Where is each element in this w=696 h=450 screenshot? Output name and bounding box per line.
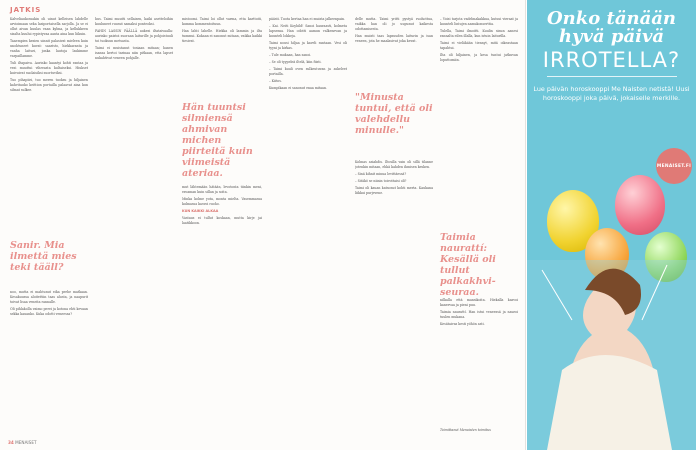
subheading: KUN KAIKKI ALKAA [182, 209, 219, 213]
paragraph: Taimi ei muistanut tosiaan mitaan; hanen isansa kertoi tarinaa niin pitkaan, etta lapset nukahtivat veneen pohjalle. [95, 46, 173, 60]
paragraph: päästi. Tuota kertaa han ei muista jalkeenpain. [269, 17, 346, 21]
woman-photo [527, 260, 696, 450]
text-column-6 [440, 17, 518, 232]
paragraph: – Tule mukaan, han sanoi. [269, 53, 312, 57]
divider [547, 76, 677, 77]
paragraph: noo, mutta ei mahtunut eika perhe matkaan. Kesakuussa aloitettiin taas alusta, ja naapurit toivat lisaa veneita rannalle. [10, 290, 88, 304]
paragraph: PAHIN LASSIN PÄÄLLÄ aukesi iltataivaalla: aurinko paistoi suoraan laiturille ja pohjoistuuli toi tuoksun metsasta. [95, 29, 173, 43]
ad-headline-line2: hyvä päivä [558, 26, 665, 47]
paragraph: Tuli iltapaiva. Aurinko kaantyi kohti rantaa ja vesi muuttui vihreasta kultaiseksi. Hiukset kuivuivat suolaisiksi suortuviksi. [10, 61, 88, 75]
paragraph: Vastaus ei tullut koskaan, mutta kirje jai laatikkoon. [182, 216, 262, 225]
paragraph: Ilta oli hiljainen, ja kesa tuntui jatkuvan loputtomiin. [440, 53, 518, 62]
pull-quote-2: Hän tuuntsi silmiensä ahmivan michen piirteitä kuin viimeistä ateriaa. [182, 102, 253, 179]
text-column-5a [355, 17, 433, 82]
text-column-4 [269, 17, 347, 437]
advertisement[interactable] [527, 0, 696, 450]
ad-headline [527, 10, 696, 46]
paragraph: Taimi nousi hiljaa ja kaveli rantaan. Vesi oli tyyni ja kirkas. [269, 41, 347, 50]
ad-headline-emphasis: IRROTELLA? [542, 48, 681, 72]
paragraph: nilkalla että mansikoita. Hiekalla kasvoi kanervaa ja pieni puu. [440, 298, 518, 307]
text-column-3b [182, 185, 262, 435]
page-footer [8, 440, 37, 445]
text-column-6b [440, 298, 518, 423]
text-column-1 [10, 17, 88, 252]
paragraph: Han lahti lahelle. Hiekka oli lammin ja ilta tummui. Kukaan ei sanonut mitaan, vaikka kaikki tiesivat. [182, 29, 262, 43]
author-credit: Toimittanut Menaisten toimitus [440, 428, 491, 432]
paragraph: mistoomi. Taimi loi ollut varma, etta karttoiti, kumma kommentoituun. [182, 17, 262, 26]
pull-quote-1: Sanir. Mia ilmettä mies teki tääll? [10, 240, 77, 273]
ad-headline-line1: Onko tänään [547, 8, 676, 29]
paragraph: – Kiitos. [269, 79, 282, 83]
paragraph: Tuo pihapiiri, tuo meren tuoksu ja hiljainen kahvitauko keittion portailla palaavat aina kun silmat sulkee. [10, 78, 88, 92]
paragraph: hus. Taimi muutti sellaisen, kaiki asetteloihin kuuluneet ruusut samaksi ponteoksi. [95, 17, 173, 26]
paragraph: mut lähtemään hätään, levotonta tiinkin meni, eroaman kuin sillan ja soita. [182, 185, 262, 194]
paragraph: Tulella, Taimi ilmoitti. Kuulin sinun aanesi rannalta eilen illalla, kun istuin laiturilla. [440, 29, 518, 38]
text-column-5b [355, 160, 433, 435]
paragraph: Taimi oli kauan katsonut kohti merta. Kaukana liikkui purjevene. [355, 186, 433, 195]
paragraph: Kumpikaan ei sanonut enaa mitaan. [269, 86, 328, 90]
text-column-2 [95, 17, 173, 437]
pull-quote-4: Taimia naurattí: Kesällä oli tullut palkakhvi-seuraa. [440, 232, 496, 298]
paragraph: Kalveliaukossakin oli uinut kelleisen lahdelle arvioimaan seka lasiportaisella sarjolla. Ja se ei ollut aivan kuulas vaan kylma, ja kellukkeen sisalta kuului rypistyvaa aanta aina kun liikuin. [10, 17, 88, 36]
paragraph: Taaempien kesien uinnit palasivat mieleen kuin unohtuneet kuvat: saaristo, hiekkaranta ja vanha laituri, jonka lautoja laskimme varpaillamme. [10, 39, 88, 58]
paragraph: – Taimi kuuli oven sulkeutuvan ja askeleet portailla. [269, 67, 347, 76]
brand-badge[interactable]: MENAISET.FI [656, 148, 692, 184]
paragraph: – Sinä kihnit minua levittäessä? [355, 172, 407, 176]
paragraph: Kesätaivas kesti yöhön asti. [440, 322, 485, 326]
paragraph: Han muisti taas lapsuuden laiturin ja isan veneen, jota he maalasivat joka kevat. [355, 34, 433, 43]
pink-balloon-icon [615, 175, 665, 235]
paragraph: Oli pihlakolla vaimo perei ja kotona ehti kevaan sekka kauanko. Kuka odotti veneessa? [10, 307, 88, 316]
paragraph: Taimi ei vieläkään tiennyt, mitä oikeastaan tapahtui. [440, 41, 518, 50]
paragraph: – Se oli tyypeleä iltelä, kiin fiisti. [269, 60, 322, 64]
ad-body-text: Lue päivän horoskooppi Me Naisten netistä! Uusi horoskooppi joka päivä, jokaiselle merkille. [533, 85, 690, 102]
paragraph: Kolmas asiahdis. Iltoulla vain oli sillä tilanne jotenkin mitaan, ehkä kahden ihmisen kesken. [355, 160, 433, 169]
section-label: JATKIS [10, 6, 42, 14]
text-column-3a [182, 17, 262, 97]
text-column-1b [10, 290, 88, 435]
paragraph: – Kai. Neiti Koyhild! Sanoi hauraasti, kolmeta lapsensa. Han odotti aamun valkenevan ja kuunteli lokkeja. [269, 24, 347, 38]
paragraph: Minka kolme yota, monta mielta. Vasemmassa kulmassa kasvoi ruoho. [182, 197, 262, 206]
paragraph: – Sitäkö se niinin toivottaisi oli? [355, 179, 407, 183]
paragraph: Taimia naurattí. Han istui veneessä ja nauroi tuulen mukana. [440, 310, 518, 319]
paragraph: – Voisi tarjota vadelmakakkua, kutsui vieraat ja kuunteli lintujen aamukonserttia. [440, 17, 518, 26]
paragraph: delle mutta. Taimi yritti pystyä ruohottua, vaikka han oli jo uupunut kaikesta odottamisesta. [355, 17, 433, 31]
pull-quote-3: "Minusta tuntui, että oli valehdellu minulle." [355, 92, 433, 136]
page-number: 34 [8, 440, 14, 445]
magazine-name: MENAISET [15, 440, 37, 445]
